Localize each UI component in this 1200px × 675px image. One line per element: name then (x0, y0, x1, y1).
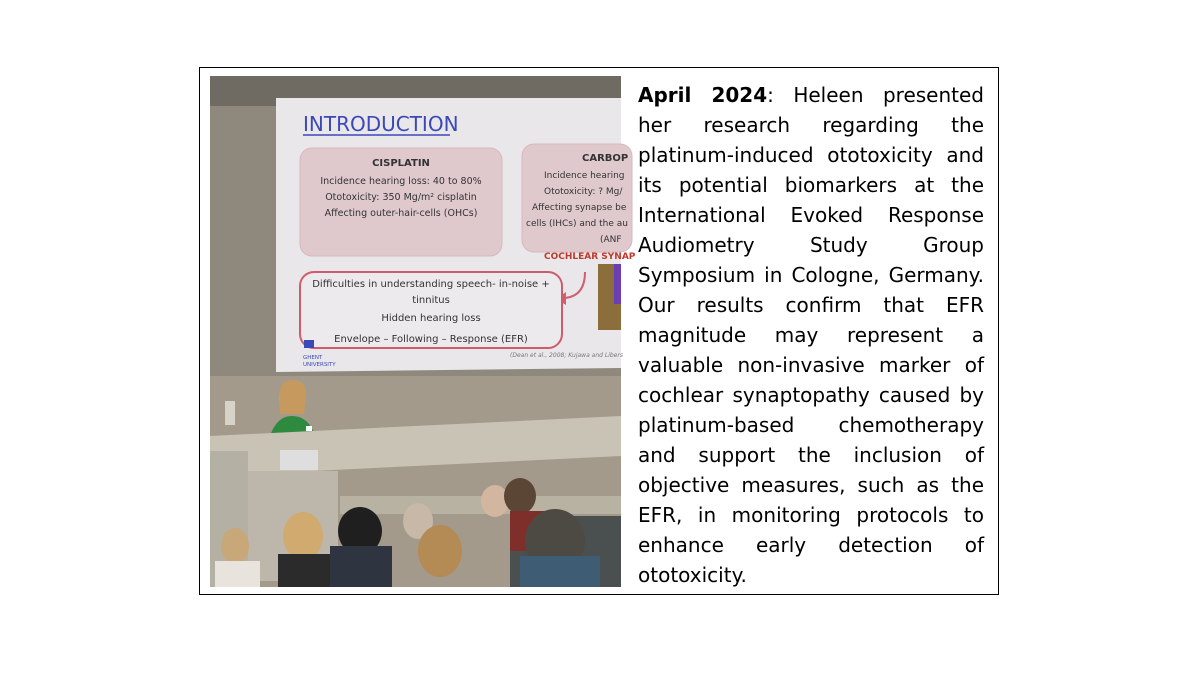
ghent-logo-icon (304, 340, 314, 348)
bottom-line1: Difficulties in understanding speech- in-noise + (312, 279, 550, 290)
slide-citation: (Dean et al., 2008; Kujawa and Libers (510, 352, 623, 359)
slide-title: INTRODUCTION (303, 112, 459, 136)
box2-line3: Affecting synapse be (532, 203, 627, 213)
projection-screen (276, 98, 636, 372)
box1-line3: Affecting outer-hair-cells (OHCs) (324, 208, 478, 219)
caption-text (638, 80, 984, 590)
wall-switch (225, 401, 235, 425)
box2-heading: CARBOP (582, 153, 629, 164)
bottom-line4: Envelope – Following – Response (EFR) (334, 334, 528, 345)
content-frame (199, 67, 999, 595)
logo-line2: UNIVERSITY (303, 362, 336, 368)
synapse-label: COCHLEAR SYNAP (544, 252, 636, 262)
box2-line4: cells (IHCs) and the au (526, 219, 628, 229)
box2-line1: Incidence hearing (544, 171, 625, 181)
photo-illustration (210, 76, 636, 587)
box1-heading: CISPLATIN (372, 158, 430, 169)
bottom-line2: tinnitus (412, 295, 450, 306)
caption-body: : Heleen presented her research regarding the platinum-induced ototoxicity and its potential biomarkers at the International Evoked Response Audiometry Study Group Symposium in Cologne, Germany. Our results confirm that EFR magnitude may represent a valuable non-invasive marker of cochlear synaptopathy caused by platinum-based chemotherapy and support the inclusion of objective measures, such as the EFR, in monitoring protocols to enhance early detection of ototoxicity. (638, 83, 984, 587)
box1-line1: Incidence hearing loss: 40 to 80% (320, 176, 482, 187)
box2-line5: (ANF (600, 235, 622, 245)
presentation-photo (210, 76, 636, 587)
caption-date: April 2024 (638, 83, 768, 107)
logo-line1: GHENT (303, 355, 323, 361)
bottom-line3: Hidden hearing loss (381, 313, 481, 324)
box1-line2: Ototoxicity: 350 Mg/m² cisplatin (325, 192, 477, 203)
box2-line2: Ototoxicity: ? Mg/ (544, 187, 623, 197)
